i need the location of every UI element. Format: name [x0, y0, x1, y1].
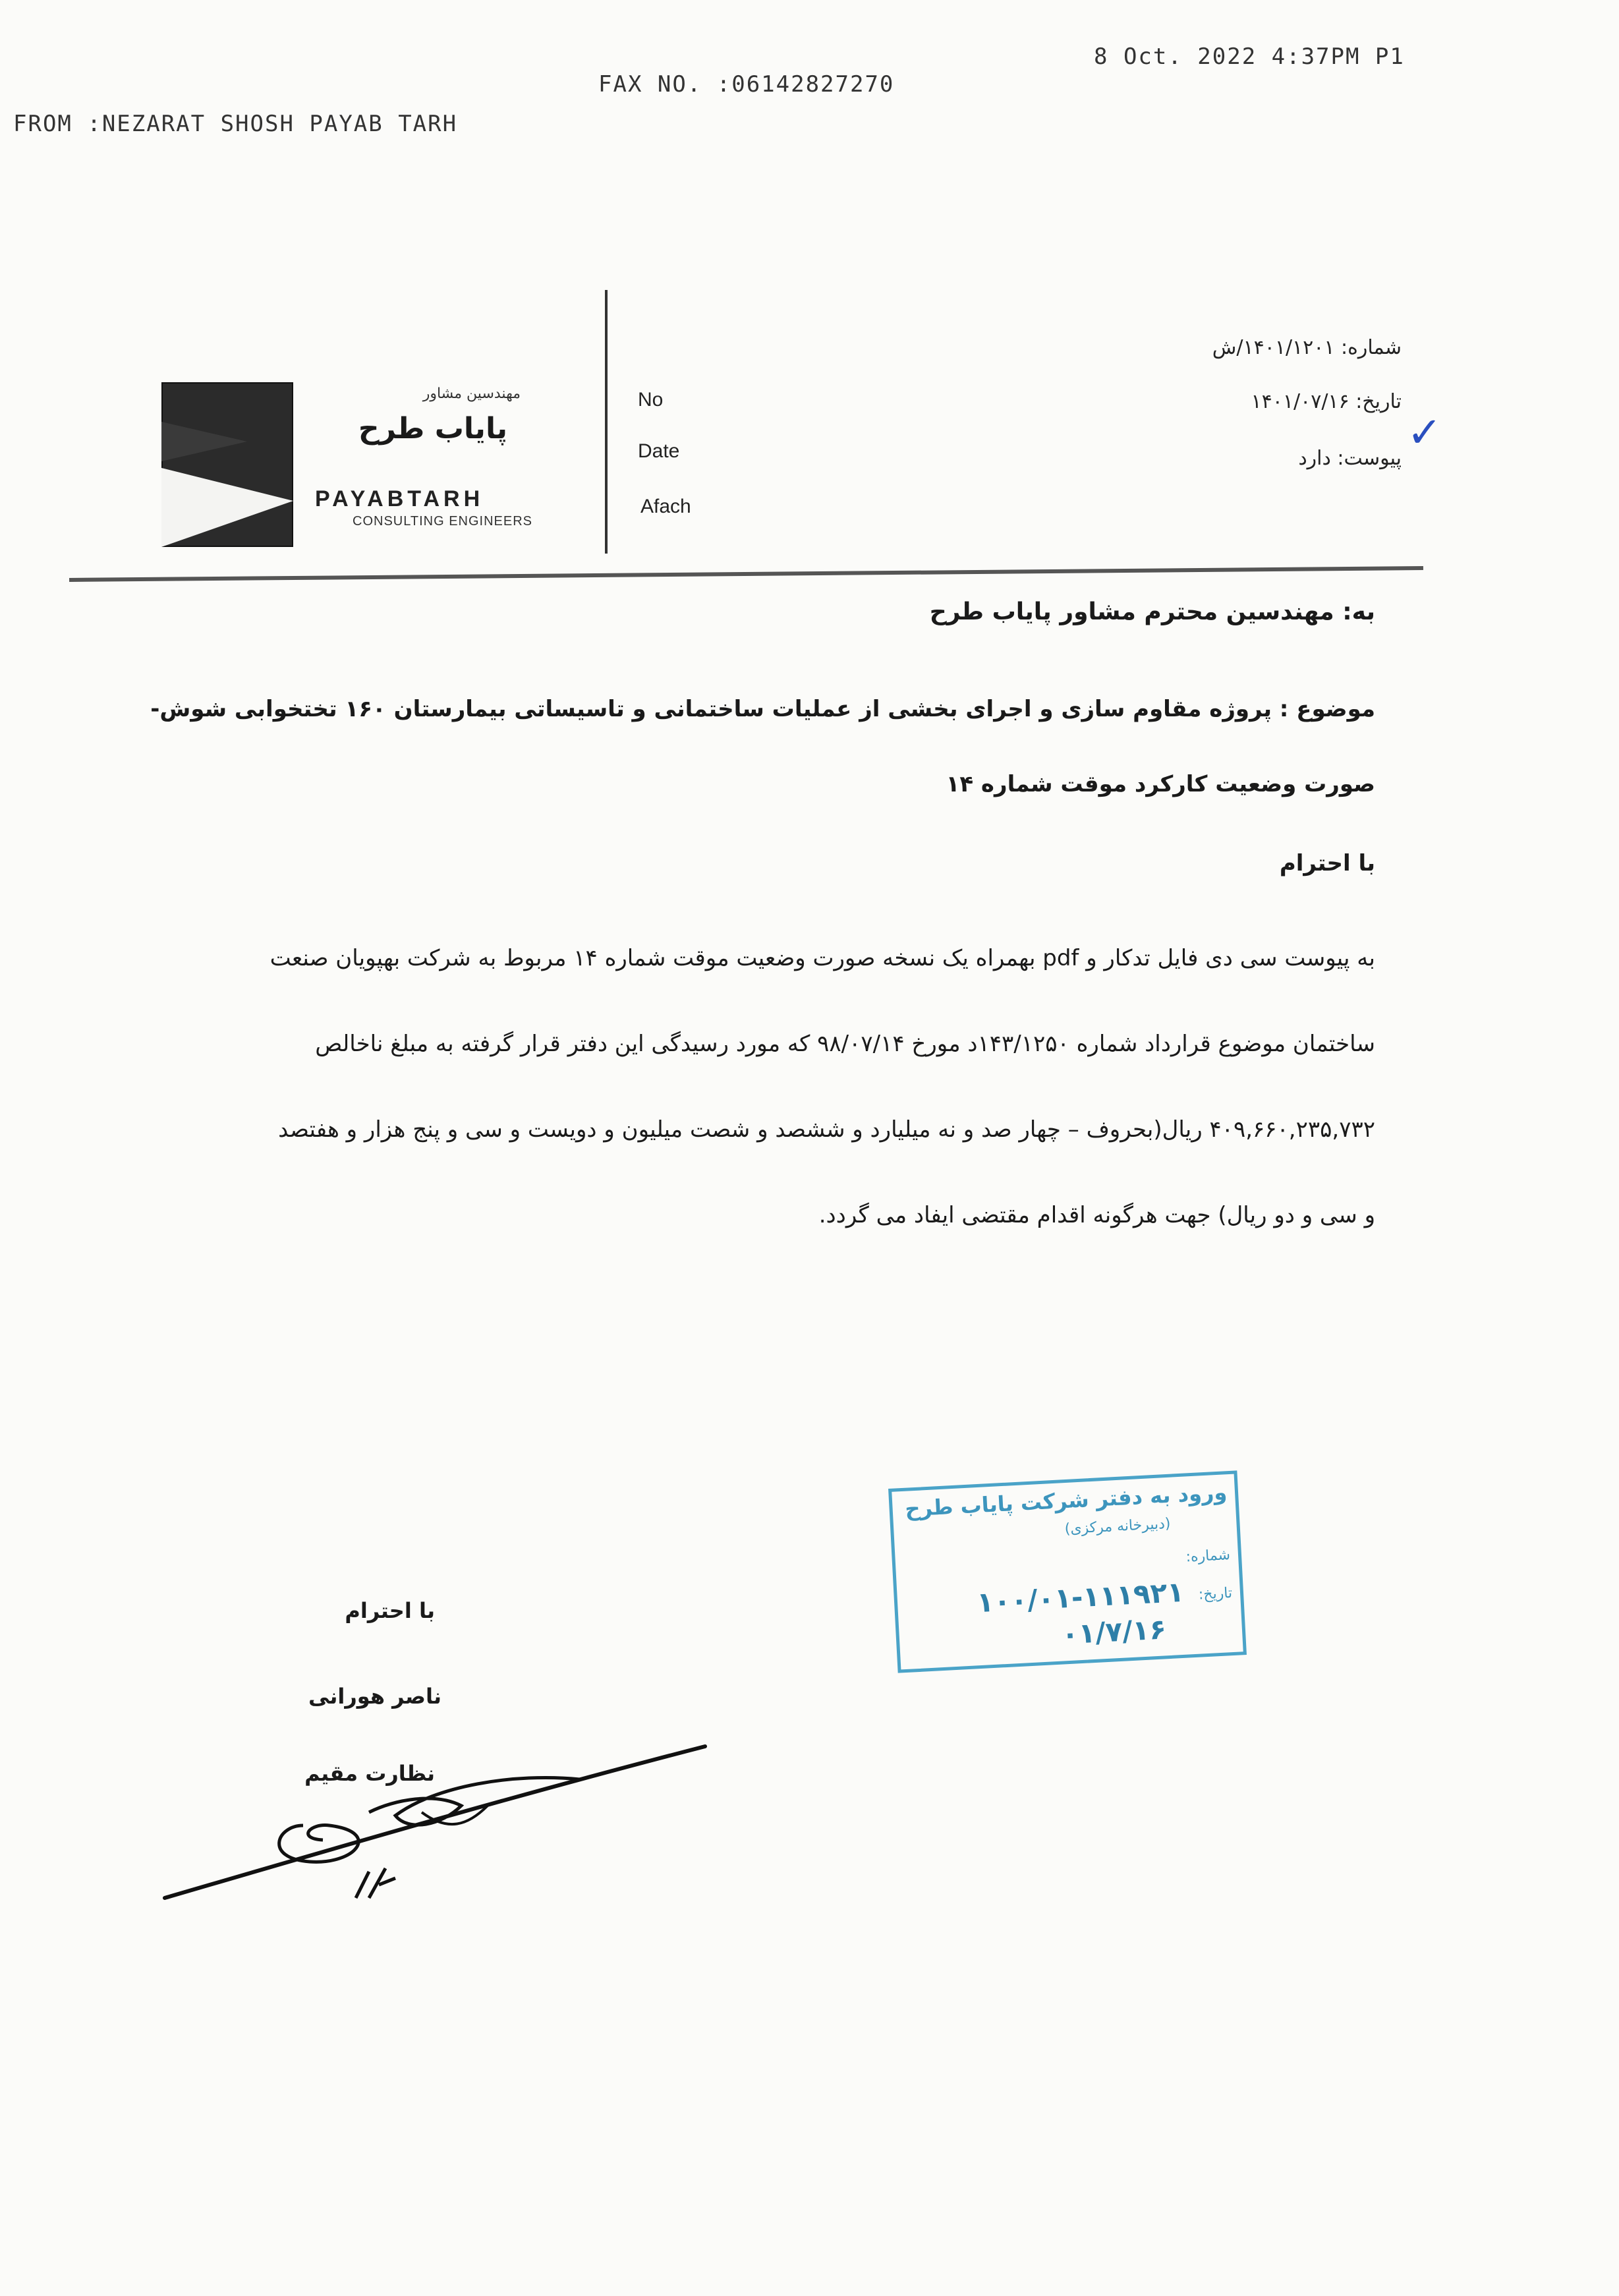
header-divider [605, 290, 608, 554]
fax-number: FAX NO. :06142827270 [598, 71, 895, 98]
stamp-date-label: تاریخ: [1198, 1584, 1233, 1603]
letter-number: شماره: ۱۴۰۱/۱۲۰۱/ش [1212, 336, 1402, 359]
logo-persian-name: پایاب طرح [358, 412, 507, 445]
letter-date: تاریخ: ۱۴۰۱/۰۷/۱۶ [1251, 390, 1402, 413]
body-line-3: ۴۰۹,۶۶۰,۲۳۵,۷۳۲ ریال(بحروف – چهار صد و نه میلیارد و ششصد و شصت میلیون و دویست و سی و پنج هزار و هفتصد [278, 1116, 1375, 1143]
letter-greeting: با احترام [1279, 850, 1375, 876]
logo-persian-subtitle: مهندسین مشاور [422, 386, 521, 402]
signer-name: ناصر هورانی [308, 1684, 441, 1709]
stamp-subtitle: (دبیرخانه مرکزی) [1064, 1515, 1172, 1538]
body-line-4: و سی و دو ریال) جهت هرگونه اقدام مقتضی ایفاد می گردد. [818, 1202, 1375, 1228]
field-label-attach: Afach [640, 496, 691, 517]
logo-mark-icon [161, 382, 293, 547]
signer-title: نظارت مقیم [304, 1761, 435, 1786]
closing-greeting: با احترام [345, 1598, 435, 1623]
stamp-number-value: ۱۰۰/۰۱-۱۱۱۹۲۱ [976, 1575, 1185, 1619]
check-mark-icon: ✓ [1407, 409, 1442, 457]
letter-attachment: پیوست: دارد [1298, 447, 1402, 470]
company-logo [161, 382, 293, 547]
stamp-title: ورود به دفتر شرکت پایاب طرح [904, 1479, 1228, 1522]
letter-subject-line-1: موضوع : پروژه مقاوم سازی و اجرای بخشی از عملیات ساختمانی و تاسیساتی بیمارستان ۱۶۰ تختخوابی شوش- [150, 696, 1375, 722]
body-line-2: ساختمان موضوع قرارداد شماره ۱۴۳/۱۲۵۰د مورخ ۹۸/۰۷/۱۴ که مورد رسیدگی این دفتر قرار گرفته به مبلغ ناخالص [315, 1031, 1375, 1057]
registry-stamp [888, 1470, 1247, 1673]
stamp-date-value: ۰۱/۷/۱۶ [1060, 1613, 1168, 1651]
company-tagline: CONSULTING ENGINEERS [353, 514, 532, 529]
fax-from: FROM :NEZARAT SHOSH PAYAB TARH [13, 111, 458, 137]
stamp-number-label: شماره: [1185, 1547, 1231, 1566]
signature-icon [158, 1727, 738, 1924]
field-label-no: No [638, 389, 664, 411]
letterhead-rule [69, 566, 1423, 582]
field-label-date: Date [638, 440, 680, 462]
body-line-1: به پیوست سی دی فایل تدکار و pdf بهمراه یک نسخه صورت وضعیت موقت شماره ۱۴ مربوط به شرکت بهپویان صنعت [270, 945, 1375, 971]
letter-recipient: به: مهندسین محترم مشاور پایاب طرح [929, 598, 1375, 625]
company-name: PAYABTARH [315, 486, 484, 511]
letter-subject-line-2: صورت وضعیت کارکرد موقت شماره ۱۴ [946, 771, 1375, 797]
handwritten-signature [158, 1727, 738, 1924]
fax-datetime: 8 Oct. 2022 4:37PM P1 [1094, 43, 1405, 70]
